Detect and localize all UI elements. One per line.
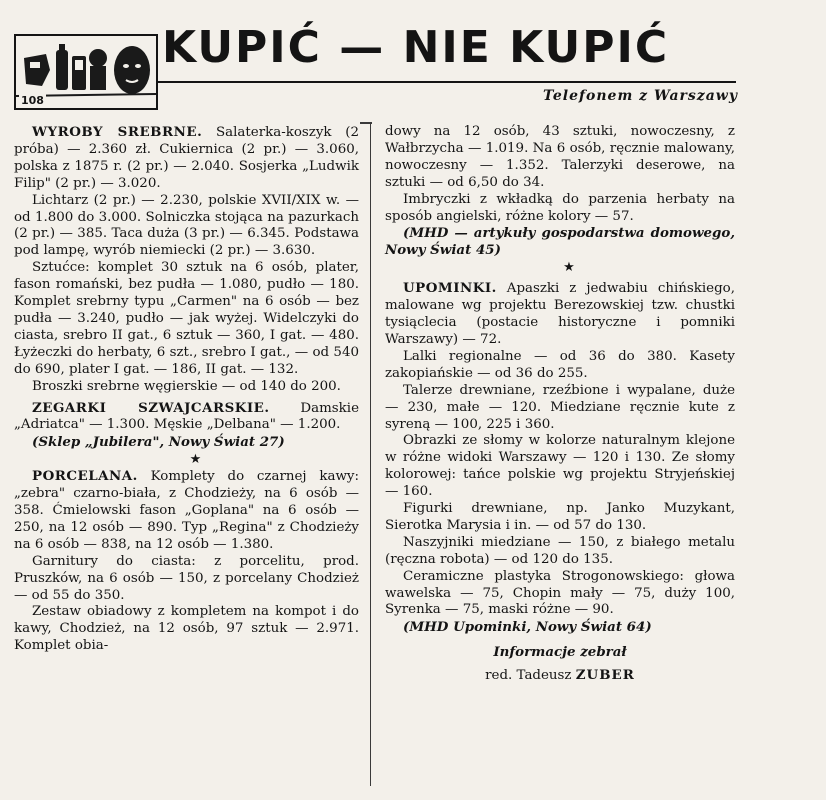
paragraph-cutlery: Sztućce: komplet 30 sztuk na 6 osób, plater, fason romański, bez pudła — 1.080, pudło — 180. Komplet srebrny typu „Carmen" na 6 osób — bez pudła — 3.240, pudło — jak wyżej. Widelczyki do ciasta, srebro II gat., 6 sztuk — 360, I gat. — 480. Łyżeczki do herbaty, 6 szt., srebro I gat., — od 540 do 690, plater I gat. — 186, II gat. — 132. <box>14 260 359 377</box>
paragraph-straw-pictures: Obrazki ze słomy w kolorze naturalnym klejone w różne widoki Warszawy — 120 i 130. Ze słomy kolorowej: tańce polskie wg projektu Stryjeńskiej — 160. <box>385 433 735 500</box>
paragraph-ceramics: Ceramiczne plastyka Strogonowskiego: głowa wawelska — 75, Chopin mały — 75, duży 100, Syrenka — 75, maski różne — 90. <box>385 568 735 618</box>
paragraph-teapots: Imbryczki z wkładką do parzenia herbaty na sposób angielski, różne kolory — 57. <box>385 191 735 224</box>
paragraph-dinner-set: Zestaw obiadowy z kompletem na kompot i do kawy, Chodzież, na 12 osób, 97 sztuk — 2.971. Komplet obia- <box>14 604 359 654</box>
left-column <box>14 124 359 655</box>
paragraph-brooches: Broszki srebrne węgierskie — od 140 do 200. <box>32 378 341 394</box>
column-logo <box>14 34 158 110</box>
dateline: Telefonem z Warszawy <box>543 88 738 104</box>
paragraph-text: Apaszki z jedwabiu chińskiego, malowane wg projektu Berezowskiej tzw. chustki tysiąclecia (postacie historyczne i pomniki Warszawy) — 72. <box>385 281 735 347</box>
paragraph-silverware <box>14 124 359 193</box>
article-header <box>0 0 826 125</box>
paragraph-text: Komplety do czarnej kawy: „zebra" czarno-biała, z Chodzieży, na 6 osób — 358. Ćmielowski fason „Goplana" na 6 osób — 250, na 12 osób — 890. Typ „Regina" z Chodzieży na 6 osób — 838, na 12 osób — 1.380. <box>14 469 359 552</box>
paragraph-plates: Talerze drewniane, rzeźbione i wypalane, duże — 230, małe — 120. Miedziane ręcznie kute z syreną — 100, 225 i 360. <box>385 382 735 432</box>
paragraph-souvenirs <box>385 280 735 349</box>
right-column <box>385 124 735 685</box>
source-note: (MHD — artykuły gospodarstwa domowego, Nowy Świat 45) <box>385 225 735 259</box>
paragraph-figurines: Figurki drewniane, np. Janko Muzykant, Sierotka Marysia i in. — od 57 do 130. <box>385 501 735 533</box>
star-separator: ★ <box>189 452 202 468</box>
paragraph-porcelain <box>14 468 359 554</box>
source-note: (MHD Upominki, Nowy Świat 64) <box>403 619 652 636</box>
paragraph-dolls: Lalki regionalne — od 36 do 380. Kasety zakopiańskie — od 36 do 255. <box>385 348 735 381</box>
logo-number: 108 <box>21 94 44 107</box>
column-divider <box>370 124 371 786</box>
author-prefix: red. Tadeusz <box>485 668 572 684</box>
paragraph-cake-sets: Garnitury do ciasta: z porcelitu, prod. Pruszków, na 6 osób — 150, z porcelany Chodzież — od 55 do 350. <box>14 553 359 603</box>
paragraph-text: Damskie „Adriatca" — 1.300. Męskie „Delbana" — 1.200. <box>14 400 359 433</box>
section-heading: WYROBY SREBRNE. <box>32 124 203 140</box>
credit-line: Informacje zebrał <box>493 644 627 661</box>
star-separator: ★ <box>563 260 575 276</box>
section-heading: PORCELANA. <box>32 468 138 485</box>
section-heading: ZEGARKI SZWAJCARSKIE. <box>32 399 270 416</box>
paragraph-text: Salaterka-koszyk (2 próba) — 2.360 zł. Cukiernica (2 pr.) — 3.060, polska z 1875 r. (2 pr.) — 2.040. Sosjerka „Ludwik Filip" (2 pr.) — 3.020. <box>14 125 359 191</box>
source-note: (Sklep „Jubilera", Nowy Świat 27) <box>32 434 285 451</box>
title-underline <box>158 81 736 83</box>
section-heading: UPOMINKI. <box>403 280 497 297</box>
paragraph-candlesticks: Lichtarz (2 pr.) — 2.230, polskie XVII/XIX w. — od 1.800 do 3.000. Solniczka stojąca na pazurkach (2 pr.) — 385. Taca duża (3 pr.) — 6.345. Podstawa pod lampę, wyrób niemiecki (2 pr.) — 3.630. <box>14 192 359 259</box>
author-name: ZUBER <box>575 667 635 684</box>
page-title: KUPIĆ — NIE KUPIĆ <box>162 22 670 73</box>
paragraph-watches <box>14 400 359 435</box>
paragraph-dinner-continued: dowy na 12 osób, 43 sztuki, nowoczesny, z Wałbrzycha — 1.019. Na 6 osób, ręcznie malowany, nowoczesny — 1.352. Talerzyki deserowe, na sztuki — od 6,50 do 34. <box>385 124 735 190</box>
author-credit <box>385 667 735 685</box>
paragraph-necklaces: Naszyjniki miedziane — 150, z białego metalu (ręczna robota) — od 120 do 135. <box>385 534 735 567</box>
